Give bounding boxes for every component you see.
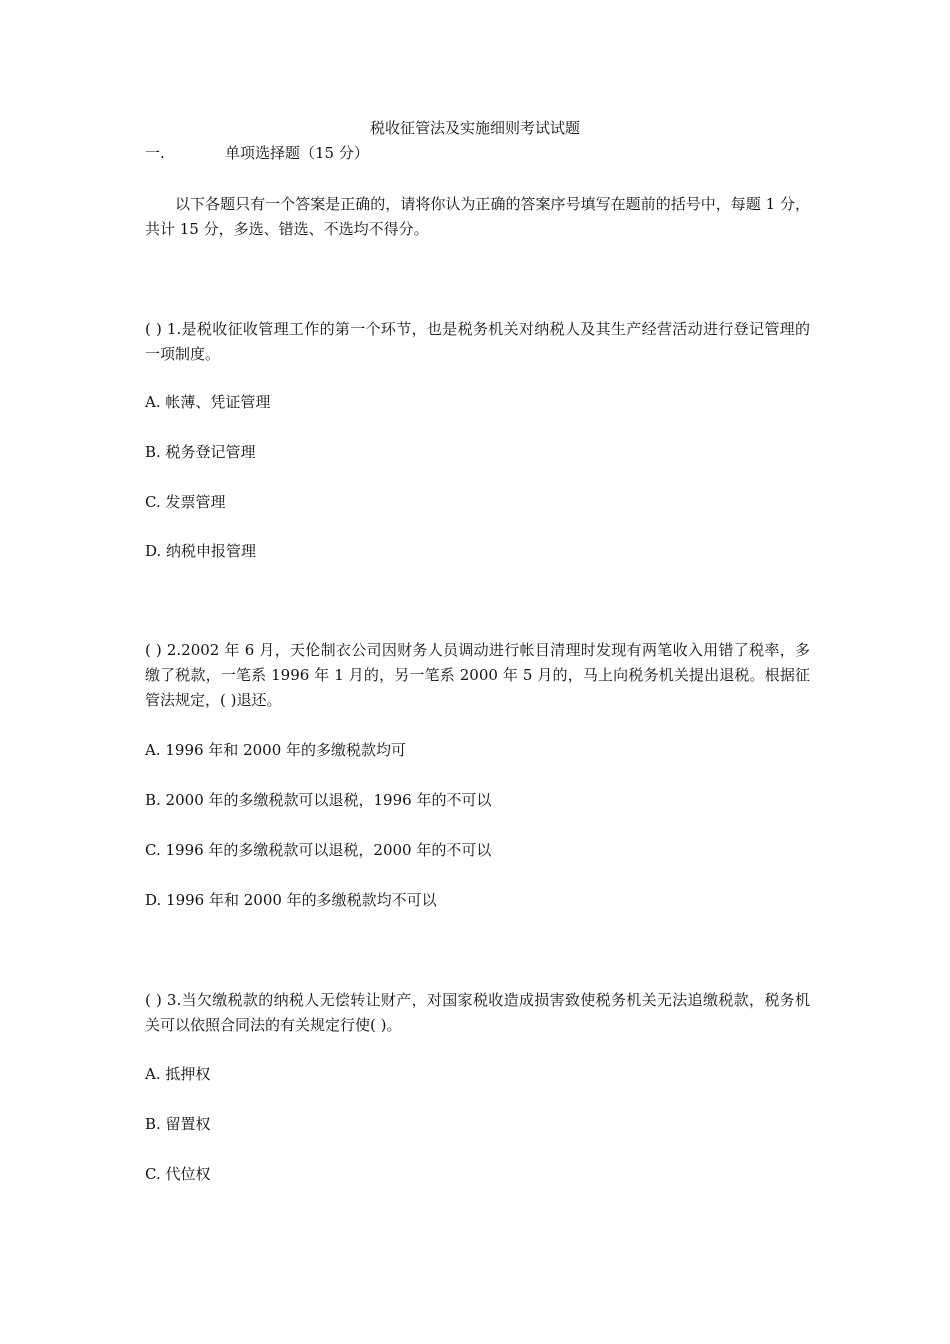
question-1-option-b: B. 税务登记管理 bbox=[145, 443, 256, 461]
section-title: 单项选择题（15 分） bbox=[225, 144, 369, 162]
section-instructions: 以下各题只有一个答案是正确的，请将你认为正确的答案序号填写在题前的括号中，每题 1 分，共计 15 分，多选、错选、不选均不得分。 bbox=[145, 195, 810, 238]
document-title: 税收征管法及实施细则考试试题 bbox=[369, 119, 580, 137]
question-2-option-c: C. 1996 年的多缴税款可以退税，2000 年的不可以 bbox=[145, 841, 492, 859]
question-1-option-d: D. 纳税申报管理 bbox=[145, 542, 257, 560]
question-1-option-c: C. 发票管理 bbox=[145, 493, 226, 511]
question-2-text: ( ) 2.2002 年 6 月，天伦制衣公司因财务人员调动进行帐目清理时发现有两笔收入用错了税率，多缴了税款，一笔系 1996 年 1 月的，另一笔系 2000 年 5 月的，马上向税务机关提出退税。根据征管法规定，( )退还。 bbox=[145, 641, 810, 709]
question-2-option-a: A. 1996 年和 2000 年的多缴税款均可 bbox=[145, 741, 407, 759]
question-1-text: ( ) 1.是税收征收管理工作的第一个环节，也是税务机关对纳税人及其生产经营活动进行登记管理的一项制度。 bbox=[145, 320, 810, 363]
question-3-option-c: C. 代位权 bbox=[145, 1165, 211, 1183]
question-2-option-d: D. 1996 年和 2000 年的多缴税款均不可以 bbox=[145, 891, 437, 909]
question-3-text: ( ) 3.当欠缴税款的纳税人无偿转让财产，对国家税收造成损害致使税务机关无法追缴税款，税务机关可以依照合同法的有关规定行使( )。 bbox=[145, 991, 810, 1034]
question-1-option-a: A. 帐薄、凭证管理 bbox=[145, 393, 271, 411]
question-2-option-b: B. 2000 年的多缴税款可以退税，1996 年的不可以 bbox=[145, 791, 492, 809]
section-number: 一. bbox=[145, 144, 165, 162]
question-3-option-b: B. 留置权 bbox=[145, 1115, 211, 1133]
question-3-option-a: A. 抵押权 bbox=[145, 1065, 211, 1083]
